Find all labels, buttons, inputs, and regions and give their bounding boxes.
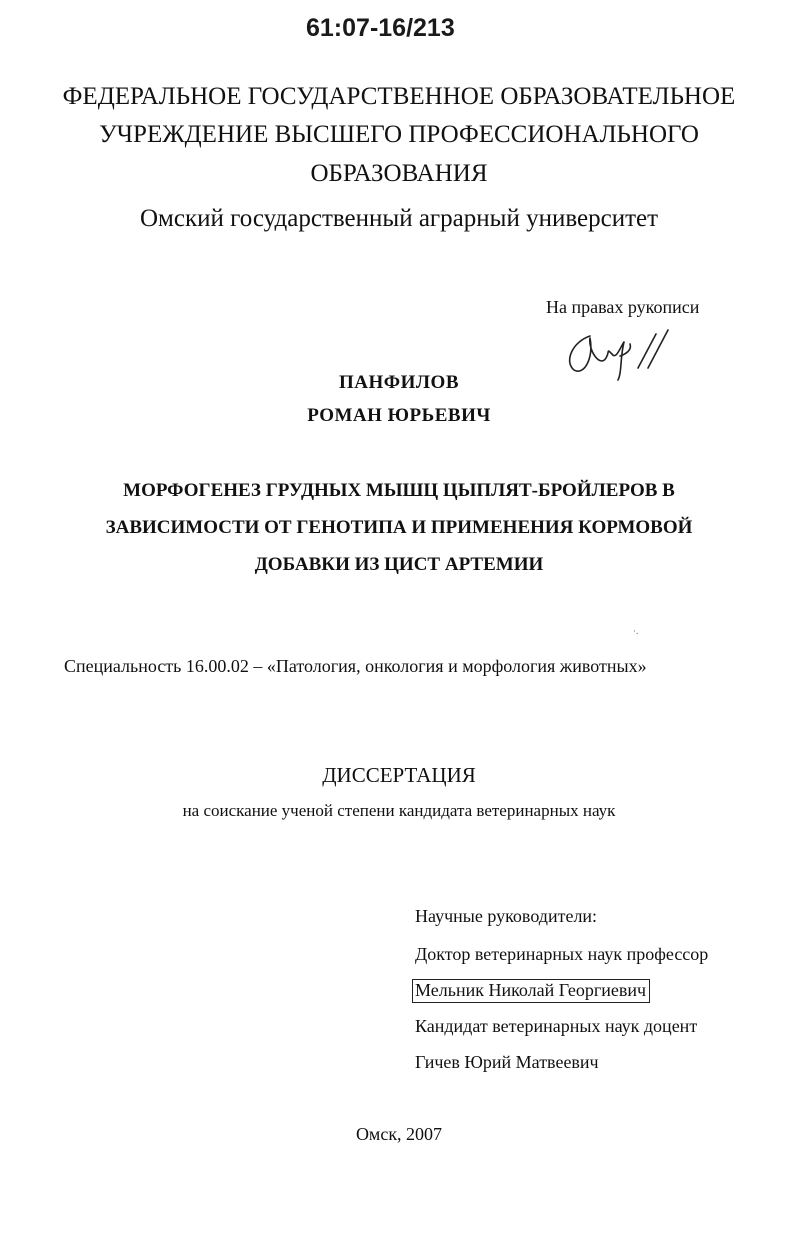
university-name: Омский государственный аграрный университет bbox=[139, 205, 659, 232]
thesis-title-line-2: ЗАВИСИМОСТИ ОТ ГЕНОТИПА И ПРИМЕНЕНИЯ КОРМОВОЙ bbox=[105, 517, 693, 538]
thesis-title-line-3: ДОБАВКИ ИЗ ЦИСТ АРТЕМИИ bbox=[254, 554, 544, 575]
thesis-title-line-1: МОРФОГЕНЕЗ ГРУДНЫХ МЫШЦ ЦЫПЛЯТ-БРОЙЛЕРОВ В bbox=[123, 480, 675, 501]
scan-speck: ·. bbox=[633, 626, 639, 636]
degree-line: на соискание ученой степени кандидата ветеринарных наук bbox=[182, 801, 616, 820]
advisor-2-title: Кандидат ветеринарных наук доцент bbox=[415, 1016, 698, 1036]
archive-stamp-number: 61:07-16/213 bbox=[306, 14, 455, 42]
document-type-heading: ДИССЕРТАЦИЯ bbox=[322, 763, 476, 787]
place-and-year: Омск, 2007 bbox=[355, 1124, 443, 1144]
manuscript-rights-note: На правах рукописи bbox=[546, 297, 700, 317]
advisors-heading: Научные руководители: bbox=[415, 906, 598, 926]
specialty-line: Специальность 16.00.02 – «Патология, онкология и морфология животных» bbox=[64, 656, 647, 676]
advisor-1-title: Доктор ветеринарных наук профессор bbox=[415, 944, 709, 964]
institution-line-1: ФЕДЕРАЛЬНОЕ ГОСУДАРСТВЕННОЕ ОБРАЗОВАТЕЛЬНОЕ bbox=[62, 83, 736, 110]
author-surname: ПАНФИЛОВ bbox=[339, 372, 459, 393]
advisor-1-name: Мельник Николай Георгиевич bbox=[412, 979, 650, 1003]
advisor-2-name: Гичев Юрий Матвеевич bbox=[415, 1052, 599, 1072]
institution-line-3: ОБРАЗОВАНИЯ bbox=[310, 160, 488, 187]
institution-line-2: УЧРЕЖДЕНИЕ ВЫСШЕГО ПРОФЕССИОНАЛЬНОГО bbox=[99, 121, 699, 148]
author-given-names: РОМАН ЮРЬЕВИЧ bbox=[307, 405, 491, 426]
